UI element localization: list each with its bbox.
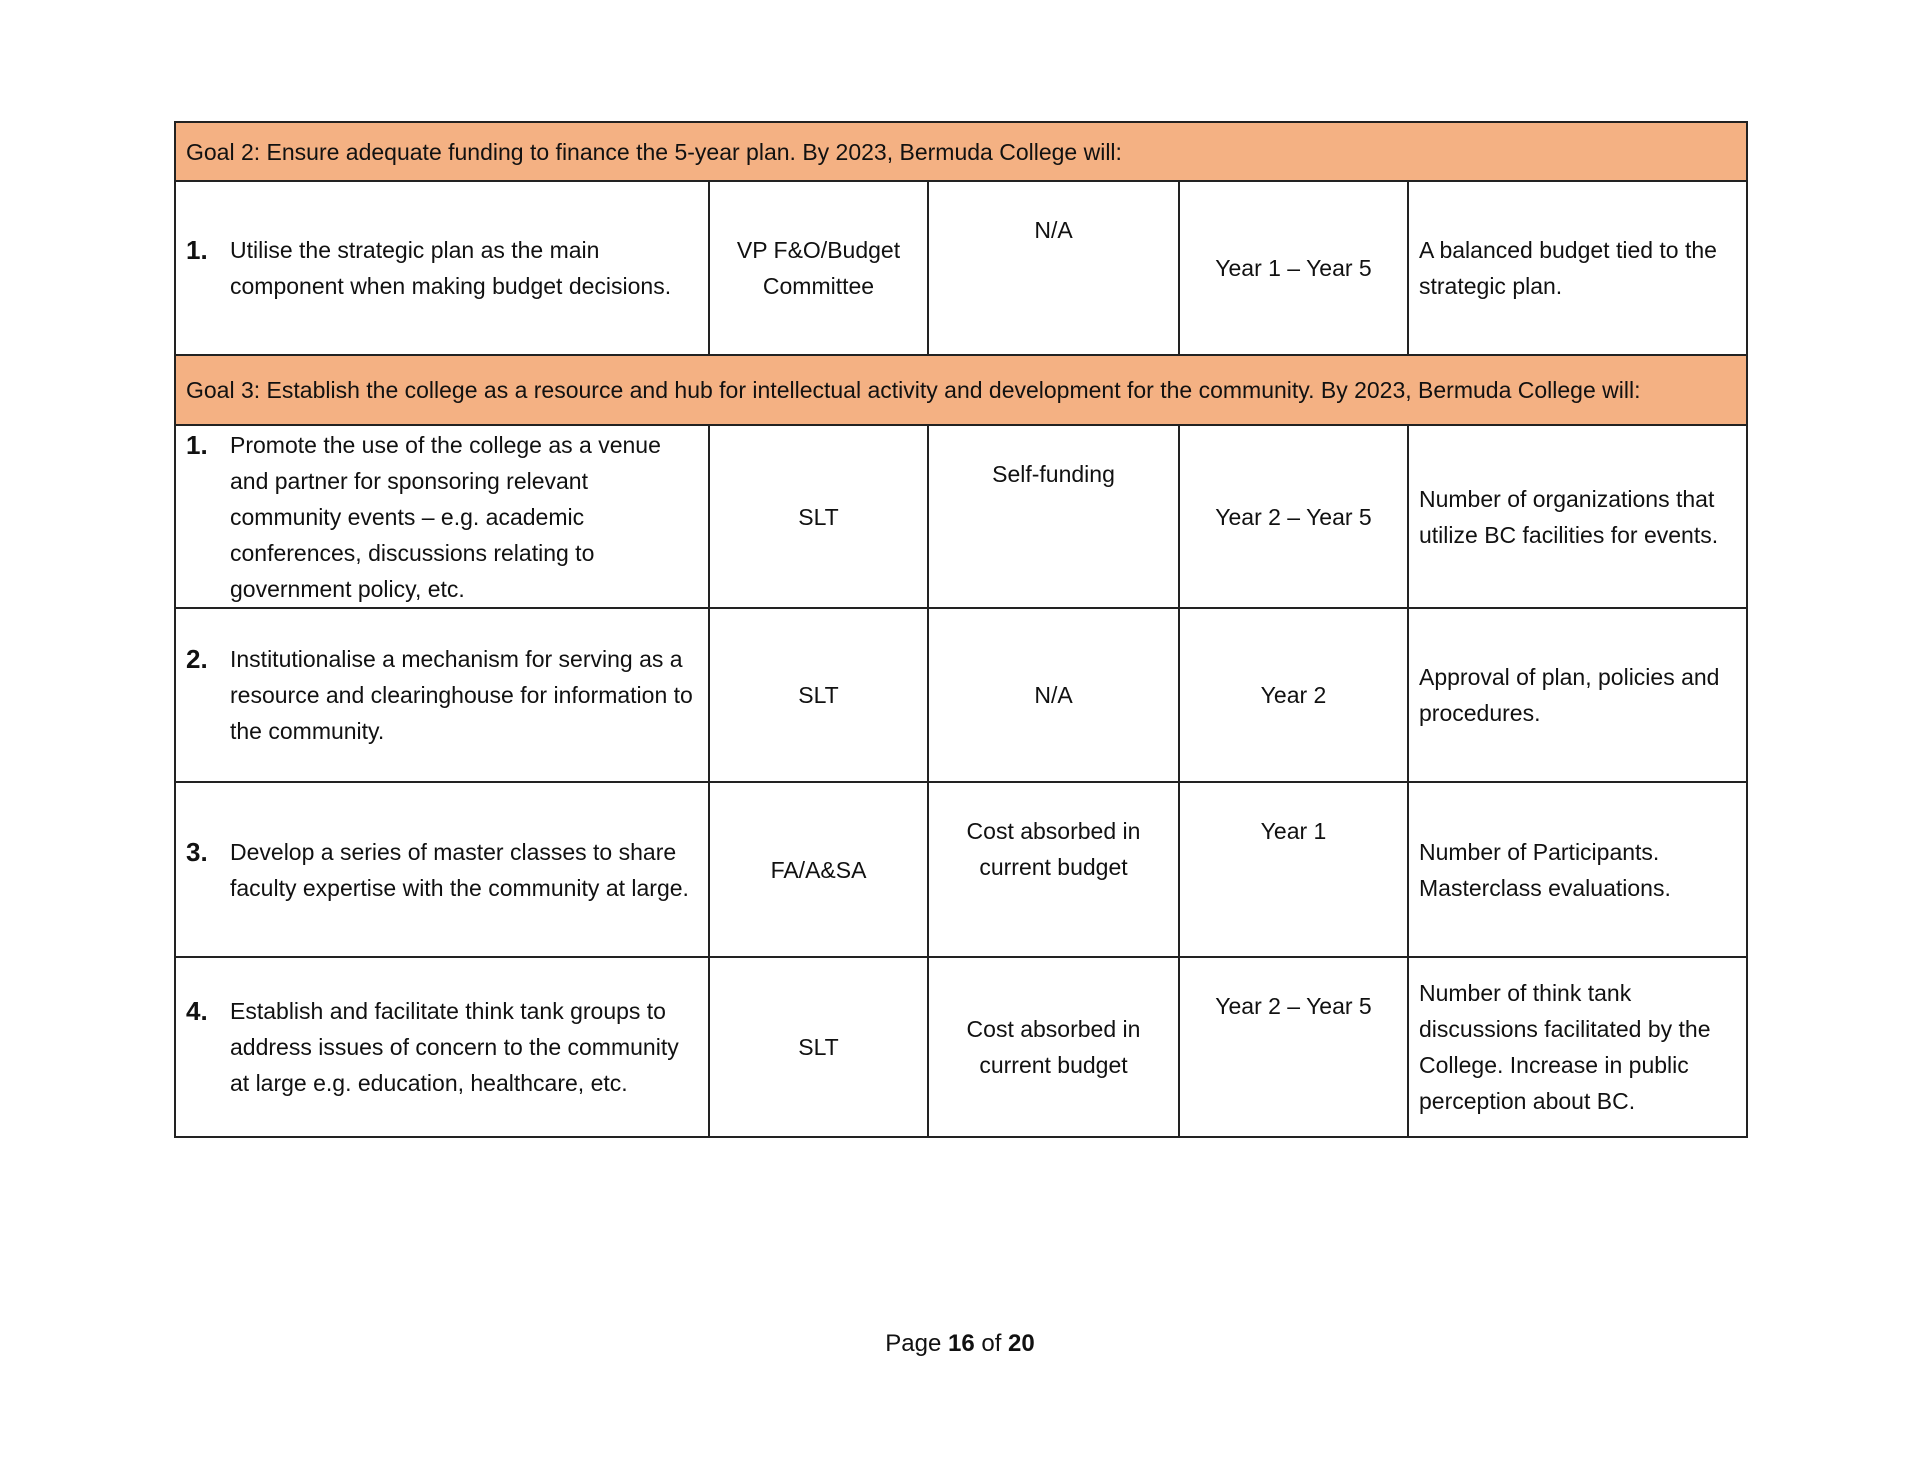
page-label: Page [885,1330,948,1357]
funding: N/A [928,608,1179,782]
current-page: 16 [947,1330,975,1357]
action-text: Utilise the strategic plan as the main component when making budget decisions. [230,237,672,299]
table-row [175,181,1747,355]
timeline: Year 1 – Year 5 [1179,181,1408,355]
action-text: Develop a series of master classes to share faculty expertise with the community at large. [230,838,689,901]
table-row [175,957,1747,1137]
item-number: 4. [186,996,208,1026]
timeline: Year 2 – Year 5 [1179,957,1408,1137]
action-text: Institutionalise a mechanism for serving as a resource and clearinghouse for information to the community. [230,646,693,744]
page-of: of [974,1330,1009,1357]
measure: Number of think tank discussions facilitated by the College. Increase in public perception about BC. [1408,957,1747,1137]
item-number: 1. [186,235,208,265]
measure: Number of Participants. Masterclass evaluations. [1408,782,1747,957]
measure: Approval of plan, policies and procedures. [1408,608,1747,782]
goal-title: Goal 3: Establish the college as a resource and hub for intellectual activity and development for the community. By 2023, Bermuda College will: [175,355,1747,425]
item-number: 3. [186,836,208,867]
timeline: Year 1 [1179,782,1408,957]
responsible: SLT [709,425,928,608]
strategic-plan-table [174,121,1748,1138]
funding: Cost absorbed in current budget [928,782,1179,957]
table-row [175,425,1747,608]
table-row [175,782,1747,957]
goal-2-header [175,122,1747,181]
action-text: Promote the use of the college as a venue and partner for sponsoring relevant community events – e.g. academic conferences, discussions relating to government policy, etc. [230,431,661,602]
funding: N/A [928,181,1179,355]
responsible: VP F&O/Budget Committee [709,181,928,355]
total-pages: 20 [1008,1330,1035,1357]
measure: Number of organizations that utilize BC facilities for events. [1408,425,1747,608]
responsible: SLT [709,608,928,782]
item-number: 2. [186,644,208,674]
goal-title: Goal 2: Ensure adequate funding to finance the 5-year plan. By 2023, Bermuda College will: [175,122,1747,181]
measure: A balanced budget tied to the strategic plan. [1408,181,1747,355]
funding: Self-funding [928,425,1179,608]
responsible: SLT [709,957,928,1137]
table-row [175,608,1747,782]
item-number: 1. [186,429,208,460]
timeline: Year 2 [1179,608,1408,782]
goal-3-header [175,355,1747,425]
funding: Cost absorbed in current budget [928,957,1179,1137]
timeline: Year 2 – Year 5 [1179,425,1408,608]
responsible: FA/A&SA [709,782,928,957]
action-text: Establish and facilitate think tank groups to address issues of concern to the community at large e.g. education, healthcare, etc. [230,998,679,1096]
page-number [0,1330,1920,1358]
